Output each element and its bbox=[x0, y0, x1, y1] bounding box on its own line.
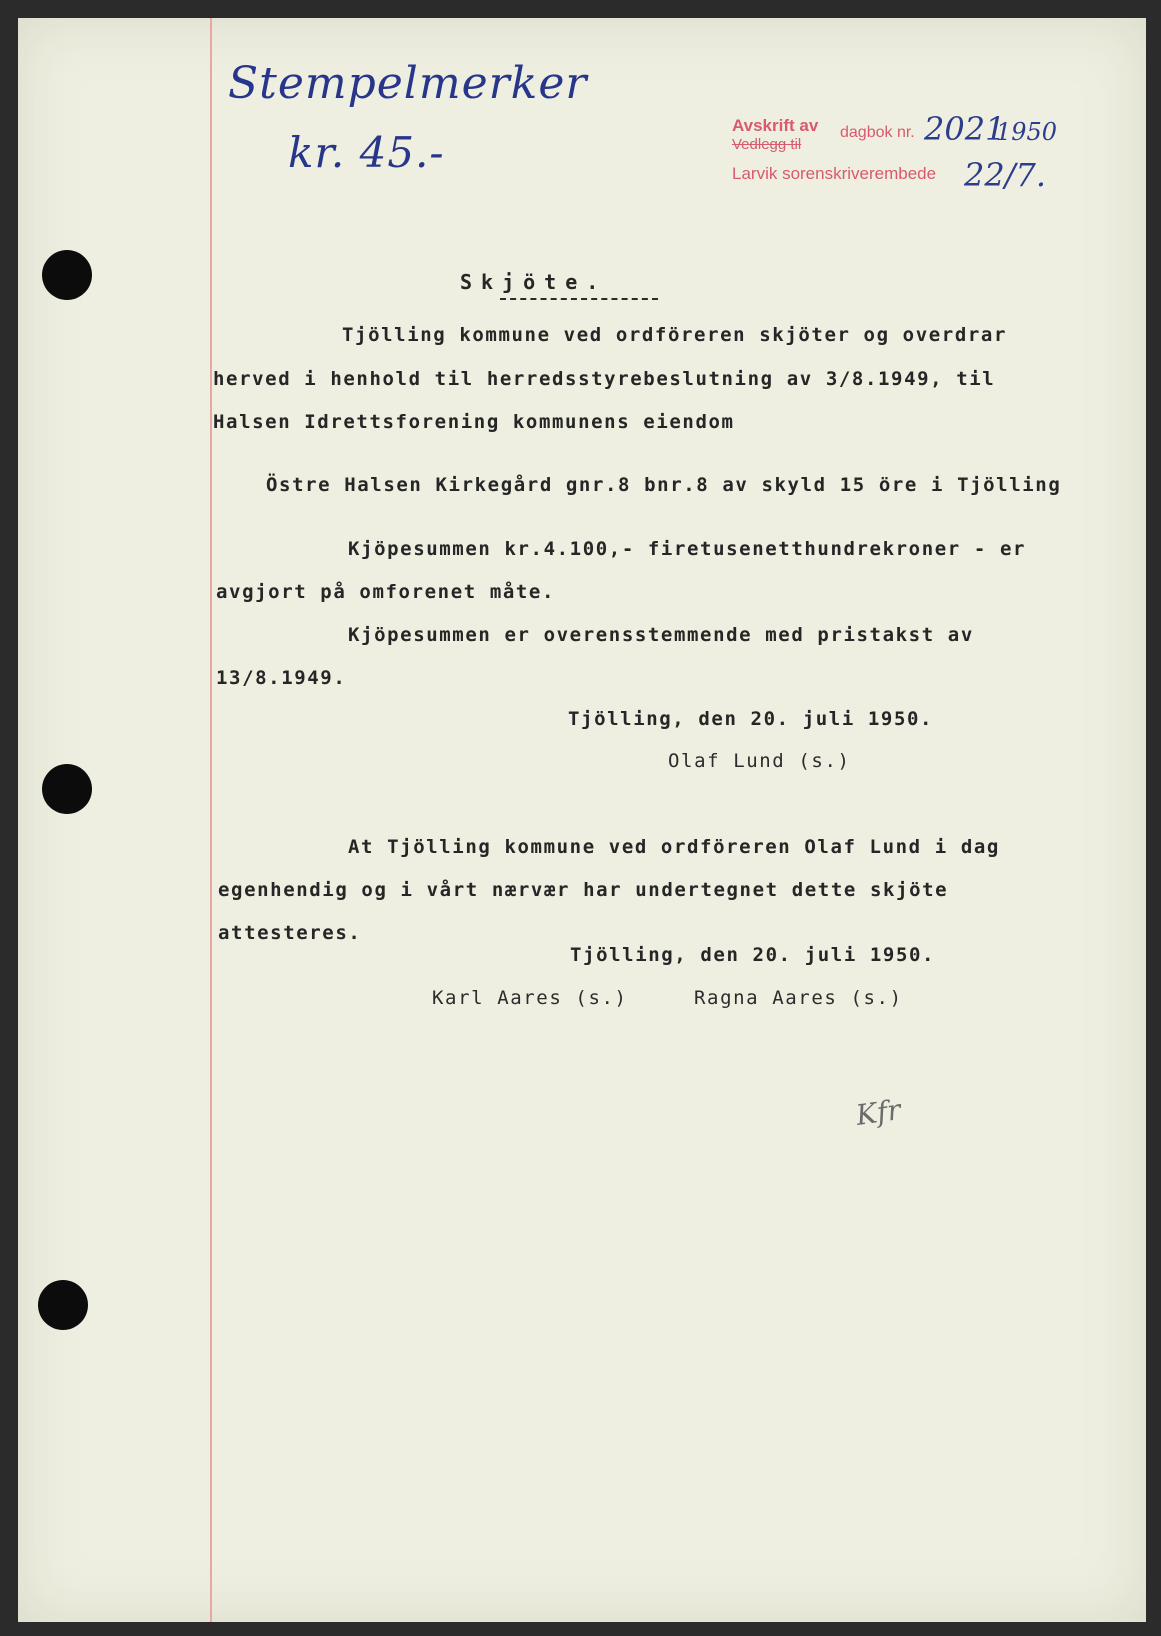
body-line: Kjöpesummen kr.4.100,- firetusenetthundrekroner - er bbox=[348, 538, 1027, 560]
attest-line: At Tjölling kommune ved ordföreren Olaf Lund i dag bbox=[348, 836, 1000, 858]
punch-hole bbox=[42, 764, 92, 814]
body-line: 13/8.1949. bbox=[216, 667, 347, 689]
place-date-2: Tjölling, den 20. juli 1950. bbox=[570, 944, 936, 966]
signature-1: Olaf Lund (s.) bbox=[668, 750, 851, 772]
stamp-dagbok-number: 2021 bbox=[924, 110, 1006, 148]
stamp-office: Larvik sorenskriverembede bbox=[732, 164, 937, 183]
stamp-date: 22/7. bbox=[964, 156, 1047, 194]
title-underline bbox=[500, 298, 658, 300]
handwritten-note-line1: Stempelmerker bbox=[228, 58, 588, 109]
stamp-vedlegg: Vedlegg til bbox=[732, 136, 802, 153]
witness-2: Ragna Aares (s.) bbox=[694, 987, 903, 1009]
punch-hole bbox=[38, 1280, 88, 1330]
property-line: Östre Halsen Kirkegård gnr.8 bnr.8 av skyld 15 öre i Tjölling bbox=[266, 474, 1062, 496]
stamp-year: 1950 bbox=[996, 118, 1058, 146]
document-title: Skjöte. bbox=[460, 270, 608, 294]
punch-hole bbox=[42, 250, 92, 300]
body-line: avgjort på omforenet måte. bbox=[216, 581, 556, 603]
document-page bbox=[18, 18, 1146, 1622]
handwritten-note-line2: kr. 45.- bbox=[288, 128, 445, 177]
body-line: Kjöpesummen er overensstemmende med pristakst av bbox=[348, 624, 974, 646]
place-date-1: Tjölling, den 20. juli 1950. bbox=[568, 708, 934, 730]
witness-1: Karl Aares (s.) bbox=[432, 987, 628, 1009]
attest-line: egenhendig og i vårt nærvær har undertegnet dette skjöte bbox=[218, 879, 949, 901]
body-line: Tjölling kommune ved ordföreren skjöter og overdrar bbox=[342, 324, 1007, 346]
stamp-dagbok-label: dagbok nr. bbox=[840, 124, 915, 141]
attest-line: attesteres. bbox=[218, 922, 362, 944]
clerk-initials: Kfr bbox=[853, 1093, 903, 1132]
body-line: Halsen Idrettsforening kommunens eiendom bbox=[213, 411, 735, 433]
margin-line bbox=[210, 18, 212, 1622]
body-line: herved i henhold til herredsstyrebeslutning av 3/8.1949, til bbox=[213, 368, 996, 390]
stamp-avskrift: Avskrift av bbox=[732, 116, 819, 135]
